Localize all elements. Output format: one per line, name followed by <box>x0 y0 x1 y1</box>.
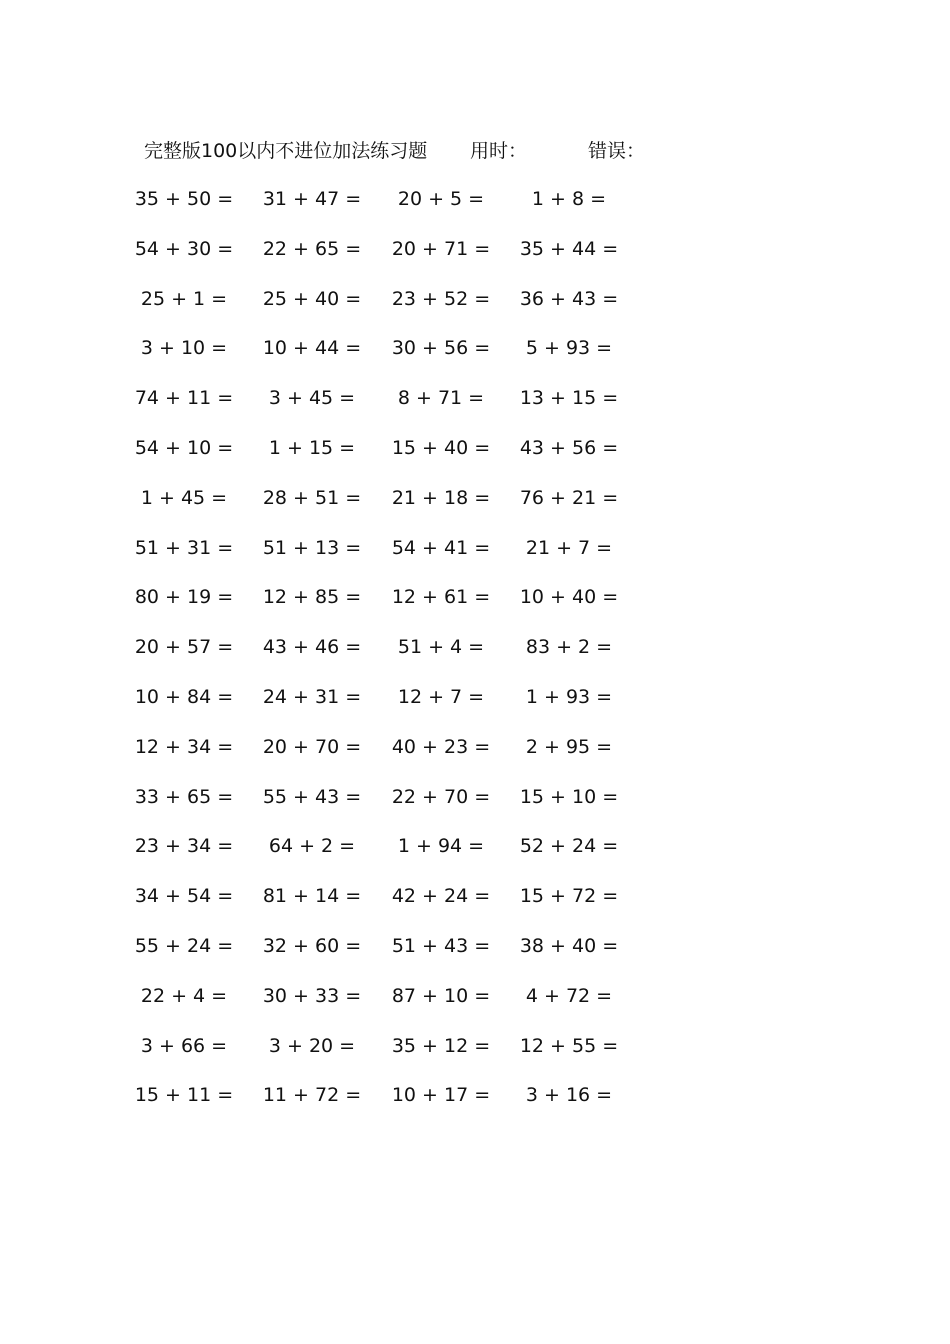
addition-problem: 1 + 45 = <box>140 486 228 509</box>
addition-problem: 10 + 17 = <box>391 1084 491 1107</box>
problem-row <box>0 831 950 881</box>
addition-problem: 43 + 56 = <box>519 436 619 459</box>
addition-problem: 20 + 57 = <box>134 636 234 659</box>
addition-problem: 35 + 44 = <box>519 237 619 260</box>
addition-problem: 43 + 46 = <box>262 636 362 659</box>
problem-row <box>0 732 950 782</box>
problem-row <box>0 582 950 632</box>
addition-problem: 11 + 72 = <box>262 1084 362 1107</box>
addition-problem: 31 + 47 = <box>262 188 362 210</box>
addition-problem: 55 + 43 = <box>262 785 362 808</box>
time-used-label: 用时： <box>470 140 528 162</box>
addition-problem: 1 + 93 = <box>525 685 613 708</box>
addition-problem: 20 + 5 = <box>397 188 485 210</box>
addition-problem: 10 + 84 = <box>134 685 234 708</box>
addition-problem: 22 + 65 = <box>262 237 362 260</box>
addition-problem: 35 + 50 = <box>134 188 234 210</box>
addition-problem: 30 + 56 = <box>391 337 491 360</box>
addition-problem: 33 + 65 = <box>134 785 234 808</box>
addition-problem: 3 + 16 = <box>525 1084 613 1107</box>
addition-problem: 1 + 15 = <box>268 436 356 459</box>
addition-problem: 42 + 24 = <box>391 885 491 908</box>
addition-problem: 12 + 55 = <box>519 1034 619 1057</box>
problem-row <box>0 981 950 1031</box>
problem-row <box>0 383 950 433</box>
addition-problem: 64 + 2 = <box>268 835 356 858</box>
problem-row <box>0 433 950 483</box>
addition-problem: 15 + 11 = <box>134 1084 234 1107</box>
addition-problem: 28 + 51 = <box>262 486 362 509</box>
addition-problem: 2 + 95 = <box>525 735 613 758</box>
problem-row <box>0 881 950 931</box>
addition-problem: 74 + 11 = <box>134 387 234 410</box>
addition-problem: 83 + 2 = <box>525 636 613 659</box>
problem-grid <box>0 184 950 1130</box>
problem-row <box>0 1031 950 1081</box>
addition-problem: 51 + 31 = <box>134 536 234 559</box>
addition-problem: 23 + 52 = <box>391 287 491 310</box>
addition-problem: 54 + 41 = <box>391 536 491 559</box>
addition-problem: 81 + 14 = <box>262 885 362 908</box>
addition-problem: 10 + 44 = <box>262 337 362 360</box>
addition-problem: 24 + 31 = <box>262 685 362 708</box>
problem-row <box>0 333 950 383</box>
addition-problem: 51 + 13 = <box>262 536 362 559</box>
worksheet-header <box>144 136 664 166</box>
addition-problem: 1 + 94 = <box>397 835 485 858</box>
addition-problem: 35 + 12 = <box>391 1034 491 1057</box>
addition-problem: 20 + 70 = <box>262 735 362 758</box>
addition-problem: 15 + 10 = <box>519 785 619 808</box>
addition-problem: 3 + 10 = <box>140 337 228 360</box>
addition-problem: 80 + 19 = <box>134 586 234 609</box>
addition-problem: 3 + 66 = <box>140 1034 228 1057</box>
worksheet-title: 完整版100以内不进位加法练习题 <box>144 140 428 162</box>
addition-problem: 87 + 10 = <box>391 984 491 1007</box>
addition-problem: 40 + 23 = <box>391 735 491 758</box>
addition-problem: 3 + 45 = <box>268 387 356 410</box>
problem-row <box>0 234 950 284</box>
addition-problem: 1 + 8 = <box>531 188 607 210</box>
addition-problem: 22 + 4 = <box>140 984 228 1007</box>
addition-problem: 3 + 20 = <box>268 1034 356 1057</box>
addition-problem: 51 + 4 = <box>397 636 485 659</box>
addition-problem: 76 + 21 = <box>519 486 619 509</box>
addition-problem: 15 + 72 = <box>519 885 619 908</box>
addition-problem: 20 + 71 = <box>391 237 491 260</box>
addition-problem: 38 + 40 = <box>519 934 619 957</box>
problem-row <box>0 682 950 732</box>
problem-row <box>0 483 950 533</box>
addition-problem: 51 + 43 = <box>391 934 491 957</box>
addition-problem: 23 + 34 = <box>134 835 234 858</box>
problem-row <box>0 782 950 832</box>
problem-row <box>0 284 950 334</box>
addition-problem: 4 + 72 = <box>525 984 613 1007</box>
addition-problem: 25 + 40 = <box>262 287 362 310</box>
addition-problem: 32 + 60 = <box>262 934 362 957</box>
addition-problem: 34 + 54 = <box>134 885 234 908</box>
addition-problem: 12 + 7 = <box>397 685 485 708</box>
problem-row <box>0 184 950 234</box>
problem-row <box>0 632 950 682</box>
addition-problem: 36 + 43 = <box>519 287 619 310</box>
addition-problem: 12 + 61 = <box>391 586 491 609</box>
addition-problem: 54 + 10 = <box>134 436 234 459</box>
problem-row <box>0 1080 950 1130</box>
addition-problem: 54 + 30 = <box>134 237 234 260</box>
addition-problem: 25 + 1 = <box>140 287 228 310</box>
addition-problem: 22 + 70 = <box>391 785 491 808</box>
addition-problem: 52 + 24 = <box>519 835 619 858</box>
addition-problem: 15 + 40 = <box>391 436 491 459</box>
addition-problem: 30 + 33 = <box>262 984 362 1007</box>
addition-problem: 8 + 71 = <box>397 387 485 410</box>
addition-problem: 21 + 18 = <box>391 486 491 509</box>
problem-row <box>0 931 950 981</box>
addition-problem: 13 + 15 = <box>519 387 619 410</box>
addition-problem: 55 + 24 = <box>134 934 234 957</box>
error-count-label: 错误： <box>588 140 646 162</box>
addition-problem: 12 + 34 = <box>134 735 234 758</box>
addition-problem: 10 + 40 = <box>519 586 619 609</box>
addition-problem: 12 + 85 = <box>262 586 362 609</box>
addition-problem: 21 + 7 = <box>525 536 613 559</box>
problem-row <box>0 533 950 583</box>
addition-problem: 5 + 93 = <box>525 337 613 360</box>
